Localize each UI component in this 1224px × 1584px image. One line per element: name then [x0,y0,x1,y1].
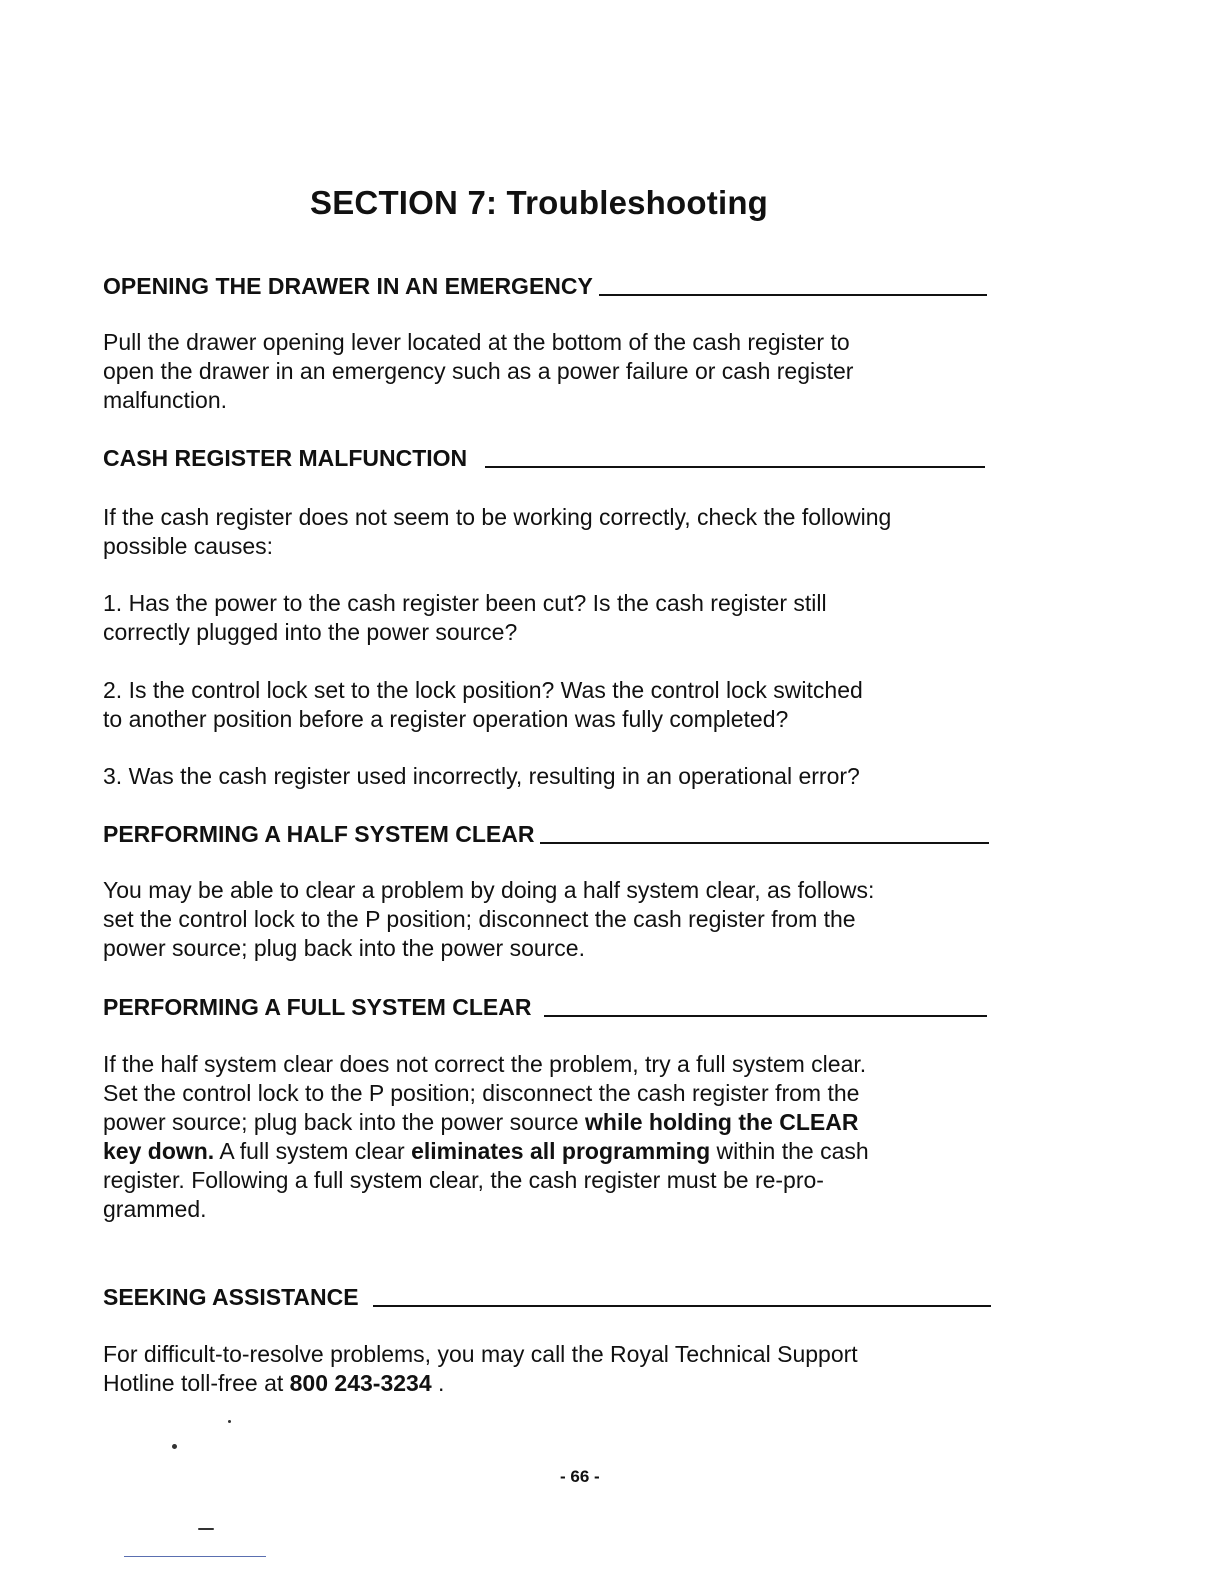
text-line [103,1108,1003,1137]
heading-rule [544,1015,988,1017]
heading-text: PERFORMING A HALF SYSTEM CLEAR [103,821,535,847]
text-line: open the drawer in an emergency such as a power failure or cash register [103,358,854,384]
heading-full-system-clear [103,989,987,1021]
text-line: grammed. [103,1196,207,1222]
text-line: power source; plug back into the power source. [103,935,585,961]
heading-seeking-assistance [103,1279,991,1311]
text-line: 1. Has the power to the cash register been cut? Is the cash register still [103,590,827,616]
list-item-2 [103,676,1003,734]
heading-rule [599,294,987,296]
section-title: SECTION 7: Troubleshooting [310,184,769,221]
heading-opening-drawer [103,268,987,300]
list-item-1 [103,589,1003,647]
paragraph-seeking-assistance [103,1340,1003,1398]
heading-text: PERFORMING A FULL SYSTEM CLEAR [103,994,532,1020]
text-fragment: Hotline toll-free at [103,1370,290,1396]
heading-text: CASH REGISTER MALFUNCTION [103,445,468,471]
bold-text: eliminates all programming [411,1138,711,1164]
scan-speck [228,1420,231,1423]
heading-text: OPENING THE DRAWER IN AN EMERGENCY [103,273,593,299]
paragraph-full-system-clear [103,1050,1003,1224]
heading-cash-register-malfunction [103,440,985,472]
text-line: If the cash register does not seem to be working correctly, check the following [103,504,892,530]
hotline-number: 800 243-3234 [289,1370,432,1396]
text-line: possible causes: [103,533,274,559]
text-line: 3. Was the cash register used incorrectly, resulting in an operational error? [103,763,860,789]
text-fragment: within the cash [710,1138,869,1164]
text-line: If the half system clear does not correct the problem, try a full system clear. [103,1051,867,1077]
scan-speck [172,1444,177,1449]
text-line [103,1369,1003,1398]
heading-half-system-clear [103,816,989,848]
bold-text: while holding the CLEAR [585,1109,859,1135]
text-fragment: power source; plug back into the power source [103,1109,585,1135]
text-line [103,1137,1003,1166]
heading-rule [485,466,985,468]
page-number: - 66 - [560,1467,600,1486]
text-line: set the control lock to the P position; disconnect the cash register from the [103,906,856,932]
list-item-3 [103,762,1003,791]
text-line: malfunction. [103,387,228,413]
bold-text: key down. [103,1138,215,1164]
text-line: For difficult-to-resolve problems, you may call the Royal Technical Support [103,1341,858,1367]
text-line: Pull the drawer opening lever located at the bottom of the cash register to [103,329,850,355]
text-line: correctly plugged into the power source? [103,619,518,645]
text-line: to another position before a register operation was fully completed? [103,706,789,732]
paragraph-half-system-clear [103,876,1003,963]
paragraph-malfunction-intro [103,503,1003,561]
heading-text: SEEKING ASSISTANCE [103,1284,359,1310]
text-line: register. Following a full system clear, the cash register must be re-pro- [103,1167,824,1193]
text-line: 2. Is the control lock set to the lock position? Was the control lock switched [103,677,863,703]
scan-speck [198,1528,214,1530]
text-line: Set the control lock to the P position; disconnect the cash register from the [103,1080,860,1106]
heading-rule [373,1305,991,1307]
text-fragment: . [431,1370,445,1396]
text-line: You may be able to clear a problem by doing a half system clear, as follows: [103,877,875,903]
paragraph-opening-drawer [103,328,1003,415]
text-fragment: A full system clear [214,1138,412,1164]
heading-rule [540,842,989,844]
bottom-rule [124,1556,266,1557]
